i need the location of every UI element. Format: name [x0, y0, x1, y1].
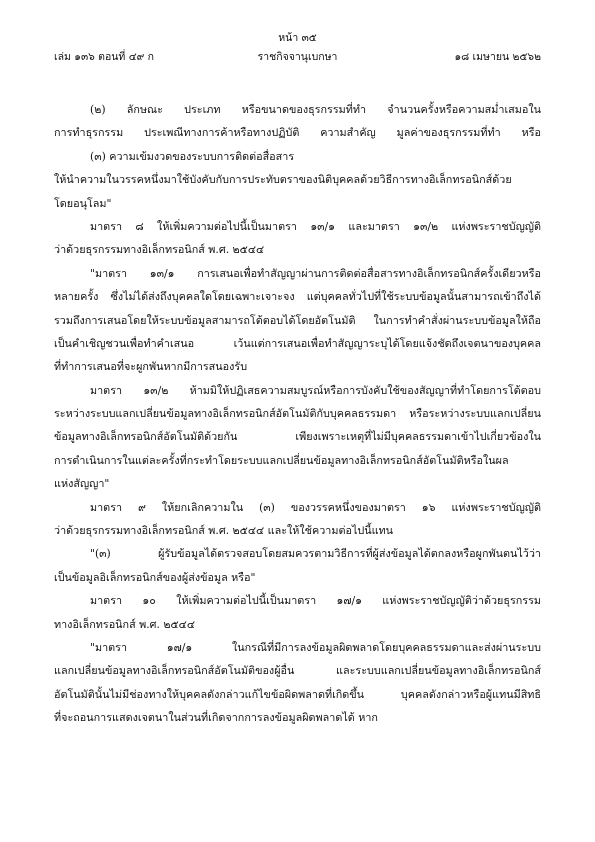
publication-date: ๑๘ เมษายน ๒๕๖๒ [454, 51, 541, 63]
text-line: (๓) ความเข้มงวดของระบบการติดต่อสื่อสาร [90, 149, 295, 163]
page-number: หน้า ๓๕ [278, 32, 317, 44]
text-line: การทำธุรกรรม ประเพณีทางการค้าหรือทางปฏิบัติ ความสำคัญ มูลค่าของธุรกรรมที่ทำ หรือ [54, 126, 541, 140]
volume-issue: เล่ม ๑๓๖ ตอนที่ ๔๙ ก [54, 51, 155, 63]
text-line: มาตรา ๘ ให้เพิ่มความต่อไปนี้เป็นมาตรา ๑๓/๑ และมาตรา ๑๓/๒ แห่งพระราชบัญญัติ [90, 219, 541, 233]
text-line: แห่งสัญญา" [54, 477, 110, 491]
text-line: ทางอิเล็กทรอนิกส์ พ.ศ. ๒๕๔๔ [54, 617, 196, 631]
publication-name: ราชกิจจานุเบกษา [257, 51, 338, 63]
text-line: ที่จะถอนการแสดงเจตนาในส่วนที่เกิดจากการลงข้อมูลผิดพลาดได้ หาก [54, 711, 378, 725]
text-line: แลกเปลี่ยนข้อมูลทางอิเล็กทรอนิกส์อัตโนมัติของผู้อื่น และระบบแลกเปลี่ยนข้อมูลทางอิเล็กทรอนิกส์ [54, 664, 541, 678]
text-line: การดำเนินการในแต่ละครั้งที่กระทำโดยระบบแลกเปลี่ยนข้อมูลทางอิเล็กทรอนิกส์อัตโนมัติหรือในผล [54, 453, 509, 467]
document-body [54, 98, 541, 730]
text-line: โดยอนุโลม" [54, 196, 112, 210]
text-line: ให้นำความในวรรคหนึ่งมาใช้บังคับกับการประทับตราของนิติบุคคลด้วยวิธีการทางอิเล็กทรอนิกส์ด้วย [54, 173, 512, 187]
text-line: มาตรา ๙ ให้ยกเลิกความใน (๓) ของวรรคหนึ่งของมาตรา ๑๖ แห่งพระราชบัญญัติ [90, 500, 541, 514]
text-line: ว่าด้วยธุรกรรมทางอิเล็กทรอนิกส์ พ.ศ. ๒๕๔๔ [54, 243, 265, 257]
text-line: (๒) ลักษณะ ประเภท หรือขนาดของธุรกรรมที่ทำ จำนวนครั้งหรือความสม่ำเสมอใน [90, 103, 541, 116]
text-line: หลายครั้ง ซึ่งไม่ได้ส่งถึงบุคคลใดโดยเฉพาะเจาะจง แต่บุคคลทั่วไปที่ใช้ระบบข้อมูลนั้นสามารถเข้าถึงได้ [54, 290, 541, 304]
text-line: รวมถึงการเสนอโดยให้ระบบข้อมูลสามารถโต้ตอบได้โดยอัตโนมัติ ในการทำคำสั่งผ่านระบบข้อมูลให้ถือ [54, 313, 541, 327]
text-line: มาตรา ๑๐ ให้เพิ่มความต่อไปนี้เป็นมาตรา ๑๗/๑ แห่งพระราชบัญญัติว่าด้วยธุรกรรม [90, 594, 541, 608]
text-line: อัตโนมัตินั้นไม่มีช่องทางให้บุคคลดังกล่าวแก้ไขข้อผิดพลาดที่เกิดขึ้น บุคคลดังกล่าวหรือผู้แทนมีสิทธิ [54, 687, 541, 701]
running-header [54, 48, 541, 64]
text-line: ว่าด้วยธุรกรรมทางอิเล็กทรอนิกส์ พ.ศ. ๒๕๔๔ และให้ใช้ความต่อไปนี้แทน [54, 524, 394, 538]
text-line: ระหว่างระบบแลกเปลี่ยนข้อมูลทางอิเล็กทรอนิกส์อัตโนมัติกับบุคคลธรรมดา หรือระหว่างระบบแลกเปลี่ยน [54, 407, 541, 421]
text-line: ข้อมูลทางอิเล็กทรอนิกส์อัตโนมัติด้วยกัน เพียงเพราะเหตุที่ไม่มีบุคคลธรรมดาเข้าไปเกี่ยวข้องใน [54, 430, 541, 444]
text-line: "มาตรา ๑๗/๑ ในกรณีที่มีการลงข้อมูลผิดพลาดโดยบุคคลธรรมดาและส่งผ่านระบบ [90, 640, 541, 654]
text-line: ที่ทำการเสนอที่จะผูกพันหากมีการสนองรับ [54, 360, 248, 374]
text-line: เป็นคำเชิญชวนเพื่อทำคำเสนอ เว้นแต่การเสนอเพื่อทำสัญญาระบุได้โดยแจ้งชัดถึงเจตนาของบุคคล [54, 336, 541, 350]
text-line: "(๓) ผู้รับข้อมูลได้ตรวจสอบโดยสมควรตามวิธีการที่ผู้ส่งข้อมูลได้ตกลงหรือผูกพันตนไว้ว่า [90, 547, 541, 561]
text-line: เป็นข้อมูลอิเล็กทรอนิกส์ของผู้ส่งข้อมูล หรือ" [54, 570, 256, 584]
text-line: "มาตรา ๑๓/๑ การเสนอเพื่อทำสัญญาผ่านการติดต่อสื่อสารทางอิเล็กทรอนิกส์ครั้งเดียวหรือ [90, 266, 541, 280]
text-line: มาตรา ๑๓/๒ ห้ามมิให้ปฏิเสธความสมบูรณ์หรือการบังคับใช้ของสัญญาที่ทำโดยการโต้ตอบ [90, 383, 541, 397]
